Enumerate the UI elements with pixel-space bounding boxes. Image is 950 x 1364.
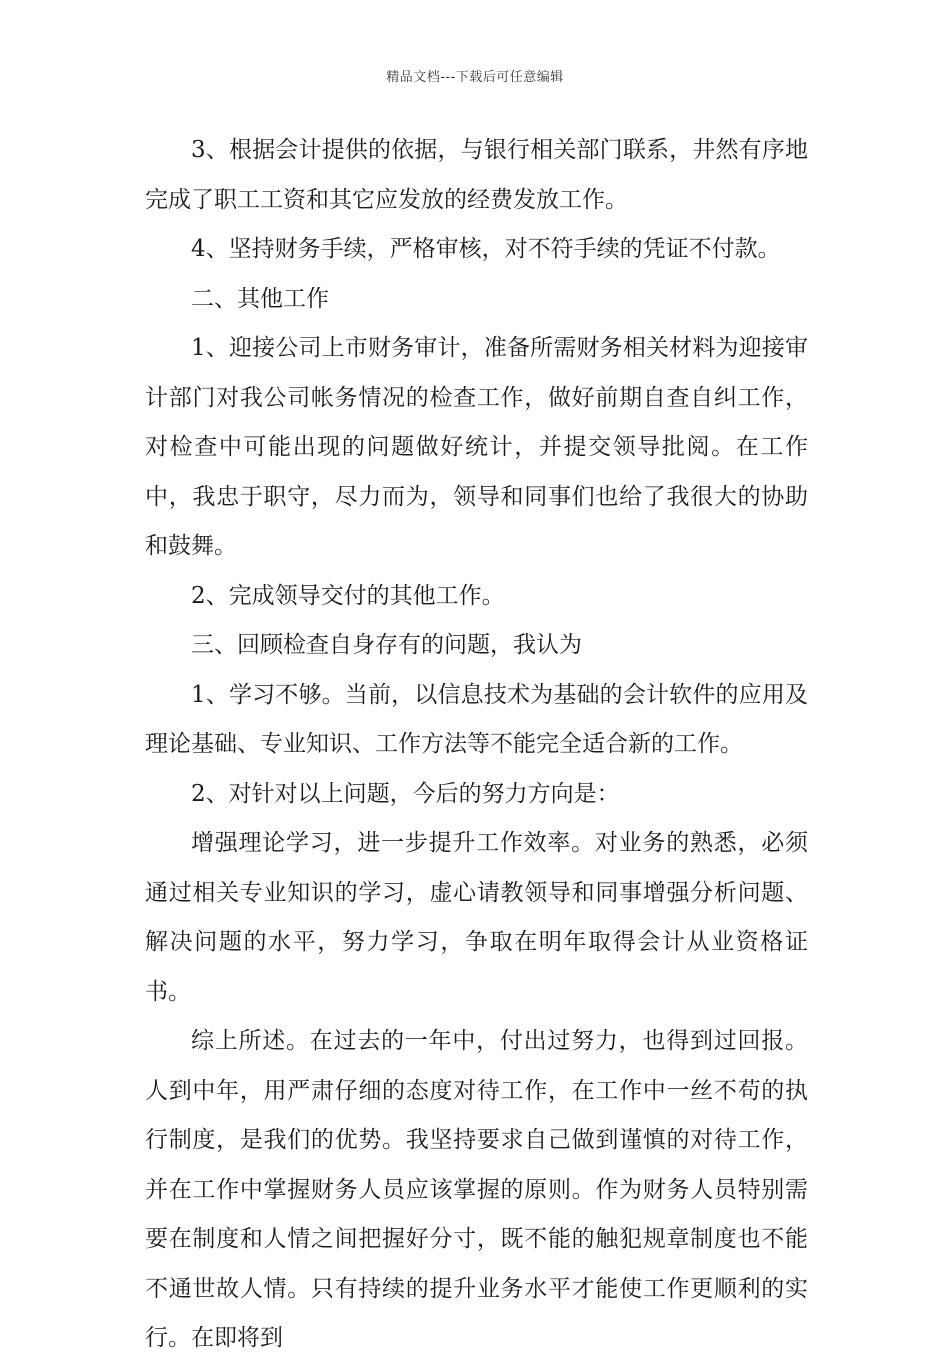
paragraph-6: 2、对针对以上问题，今后的努力方向是： bbox=[191, 780, 620, 807]
paragraph-2: 4、坚持财务手续，严格审核，对不符手续的凭证不付款。 bbox=[191, 236, 781, 262]
document-body bbox=[145, 126, 808, 1364]
section-heading-other-work: 二、其他工作 bbox=[191, 285, 329, 312]
paragraph-3: 1、迎接公司上市财务审计，准备所需财务相关材料为迎接审计部门对我公司帐务情况的检查工作，做好前期自查自纠工作，对检查中可能出现的问题做好统计，并提交领导批阅。在工作中，我忠于职守，尽力而为，领导和同事们也给了我很大的协助和鼓舞。 bbox=[145, 335, 808, 559]
paragraph-7: 增强理论学习，进一步提升工作效率。对业务的熟悉，必须通过相关专业知识的学习，虚心请教领导和同事增强分析问题、解决问题的水平，努力学习，争取在明年取得会计从业资格证书。 bbox=[145, 830, 808, 1005]
paragraph-5: 1、学习不够。当前，以信息技术为基础的会计软件的应用及理论基础、专业知识、工作方法等不能完全适合新的工作。 bbox=[145, 681, 808, 757]
section-heading-review: 三、回顾检查自身存有的问题，我认为 bbox=[191, 632, 582, 658]
paragraph-8: 综上所述。在过去的一年中，付出过努力，也得到过回报。人到中年，用严肃仔细的态度对待工作，在工作中一丝不苟的执行制度，是我们的优势。我坚持要求自己做到谨慎的对待工作，并在工作中掌握财务人员应该掌握的原则。作为财务人员特别需要在制度和人情之间把握好分寸，既不能的触犯规章制度也不能不通世故人情。只有持续的提升业务水平才能使工作更顺利的实行。在即将到 bbox=[145, 1028, 808, 1351]
paragraph-1: 3、根据会计提供的依据，与银行相关部门联系，井然有序地完成了职工工资和其它应发放的经费发放工作。 bbox=[145, 137, 808, 213]
page-header: 精品文档---下载后可任意编辑 bbox=[386, 70, 564, 85]
paragraph-4: 2、完成领导交付的其他工作。 bbox=[191, 582, 505, 609]
